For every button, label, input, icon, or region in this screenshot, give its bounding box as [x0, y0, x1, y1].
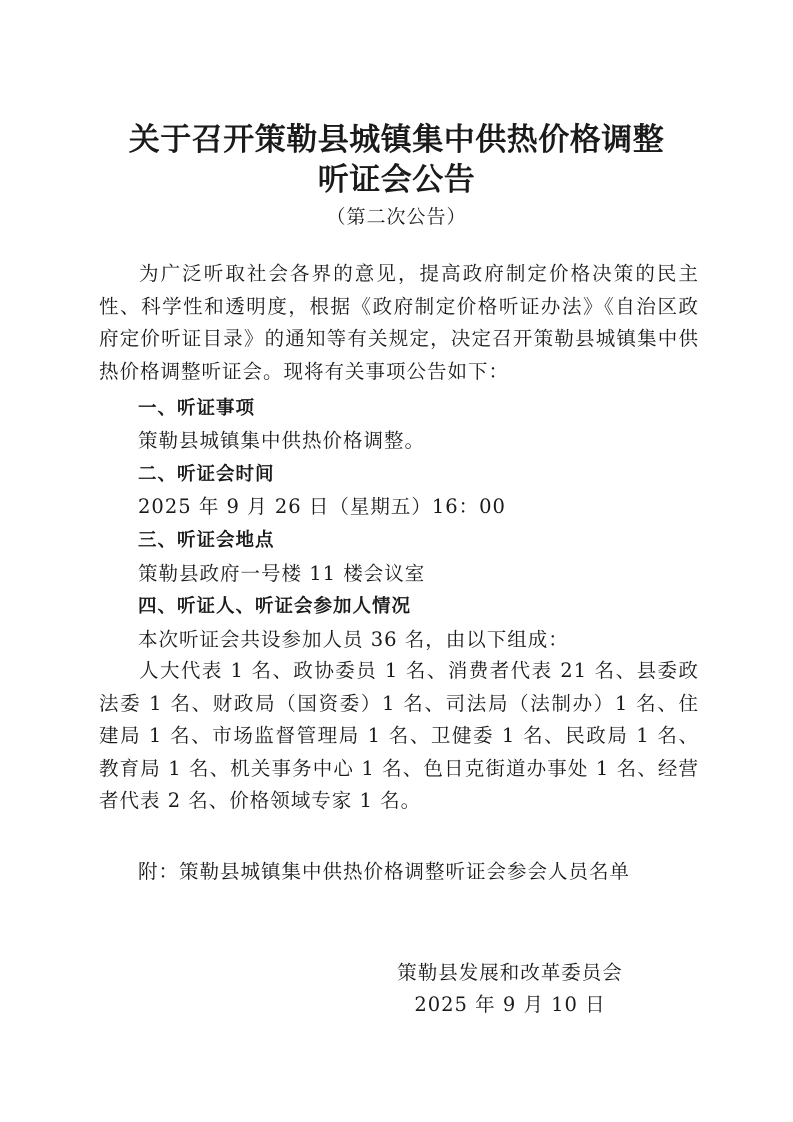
section-heading-matter: 一、听证事项 [138, 398, 256, 419]
signature-organization: 策勒县发展和改革委员会 [397, 961, 623, 984]
attachment-note: 附：策勒县城镇集中供热价格调整听证会参会人员名单 [138, 860, 631, 883]
section-heading-participants: 四、听证人、听证会参加人情况 [138, 596, 412, 617]
section-heading-time: 二、听证会时间 [138, 464, 275, 485]
intro-paragraph: 为广泛听取社会各界的意见，提高政府制定价格决策的民主性、科学性和透明度，根据《政府制定价格听证办法》《自治区政府定价听证目录》的通知等有关规定，决定召开策勒县城镇集中供热价格调整听证会。现将有关事项公告如下： [99, 262, 699, 383]
notice-title-line1: 关于召开策勒县城镇集中供热价格调整 [128, 122, 665, 158]
section-text-time: 2025 年 9 月 26 日（星期五）16：00 [138, 495, 506, 518]
signature-date: 2025 年 9 月 10 日 [414, 993, 606, 1016]
members-paragraph: 人大代表 1 名、政协委员 1 名、消费者代表 21 名、县委政法委 1 名、财政局（国资委）1 名、司法局（法制办）1 名、住建局 1 名、市场监督管理局 1 名、卫健委 1 名、民政局 1 名、教育局 1 名、机关事务中心 1 名、色日克街道办事处 1 名、经营者代表 2 名、价格领域专家 1 名。 [99, 659, 699, 812]
section-heading-location: 三、听证会地点 [138, 530, 275, 551]
notice-title-line2: 听证会公告 [317, 162, 476, 198]
notice-subtitle: （第二次公告） [326, 206, 467, 228]
section-text-matter: 策勒县城镇集中供热价格调整。 [138, 429, 426, 452]
section-text-participants: 本次听证会共设参加人员 36 名，由以下组成： [138, 628, 569, 651]
section-text-location: 策勒县政府一号楼 11 楼会议室 [138, 562, 426, 585]
